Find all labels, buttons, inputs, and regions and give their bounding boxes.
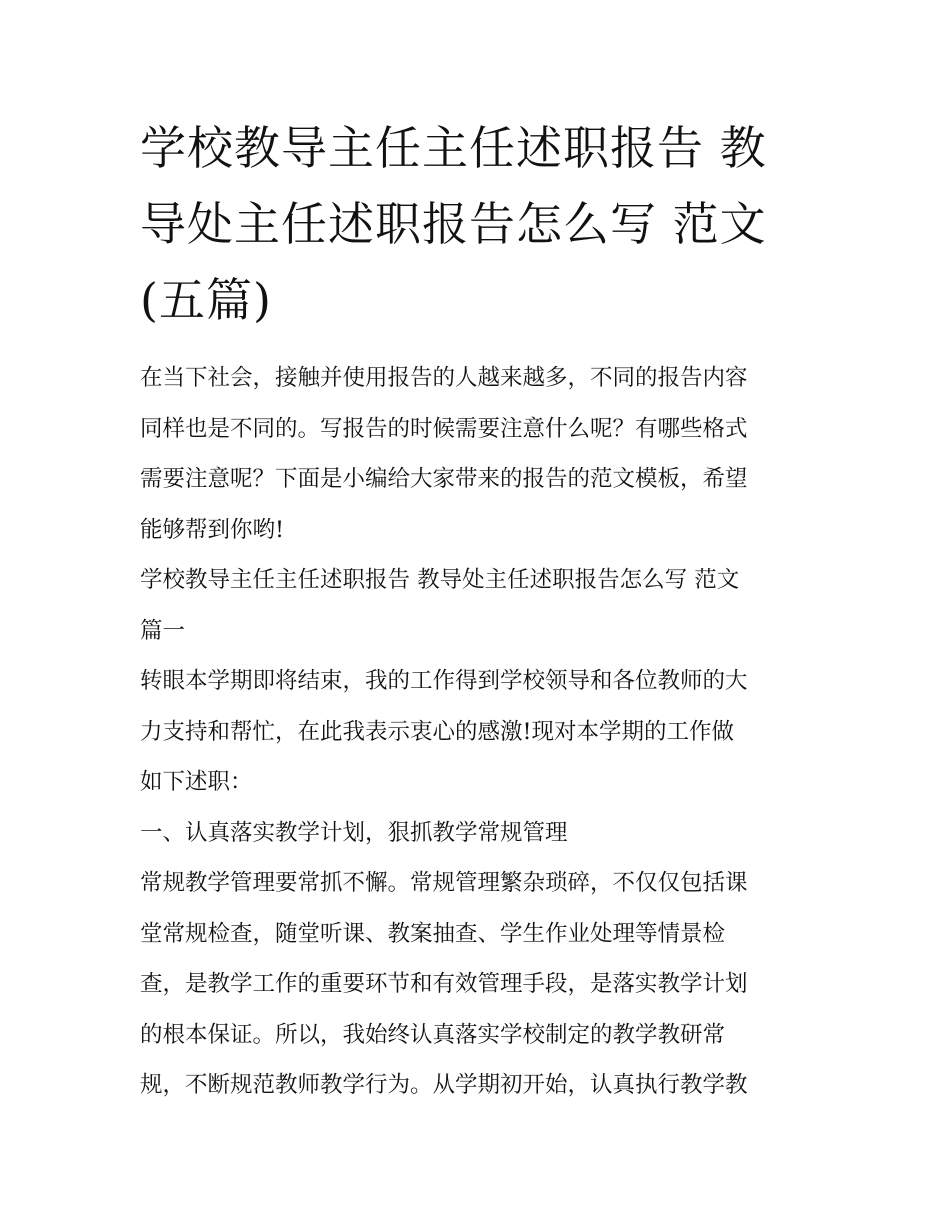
section-heading-line-1: 学校教导主任主任述职报告 教导处主任述职报告怎么写 范文 <box>140 567 740 593</box>
intro-line-3: 需要注意呢？下面是小编给大家带来的报告的范文模板，希望 <box>140 466 748 492</box>
title-line-1: 学校教导主任主任述职报告 教 <box>140 121 767 175</box>
paragraph-line-6: 查，是教学工作的重要环节和有效管理手段，是落实教学计划 <box>140 971 748 997</box>
title-line-2: 导处主任述职报告怎么写 范文 <box>140 197 767 251</box>
document-body <box>140 353 830 1111</box>
paragraph-line-8: 规，不断规范教师教学行为。从学期初开始，认真执行教学教 <box>140 1072 748 1098</box>
document-title <box>140 110 820 338</box>
paragraph-line-2: 力支持和帮忙，在此我表示衷心的感激!现对本学期的工作做 <box>140 718 735 745</box>
subheading-line: 一、认真落实教学计划，狠抓教学常规管理 <box>140 819 568 846</box>
intro-line-2: 同样也是不同的。写报告的时候需要注意什么呢？有哪些格式 <box>140 415 748 442</box>
intro-line-1: 在当下社会，接触并使用报告的人越来越多，不同的报告内容 <box>140 365 748 391</box>
title-line-3: (五篇) <box>140 273 272 327</box>
paragraph-line-3: 如下述职： <box>140 769 253 795</box>
section-heading-line-2: 篇一 <box>140 617 186 644</box>
paragraph-line-5: 堂常规检查，随堂听课、教案抽查、学生作业处理等情景检 <box>140 920 726 947</box>
paragraph-line-7: 的根本保证。所以，我始终认真落实学校制定的教学教研常 <box>140 1021 726 1048</box>
intro-line-4: 能够帮到你哟! <box>140 516 285 543</box>
paragraph-line-4: 常规教学管理要常抓不懈。常规管理繁杂琐碎，不仅仅包括课 <box>140 870 748 896</box>
paragraph-line-1: 转眼本学期即将结束，我的工作得到学校领导和各位教师的大 <box>140 668 748 694</box>
